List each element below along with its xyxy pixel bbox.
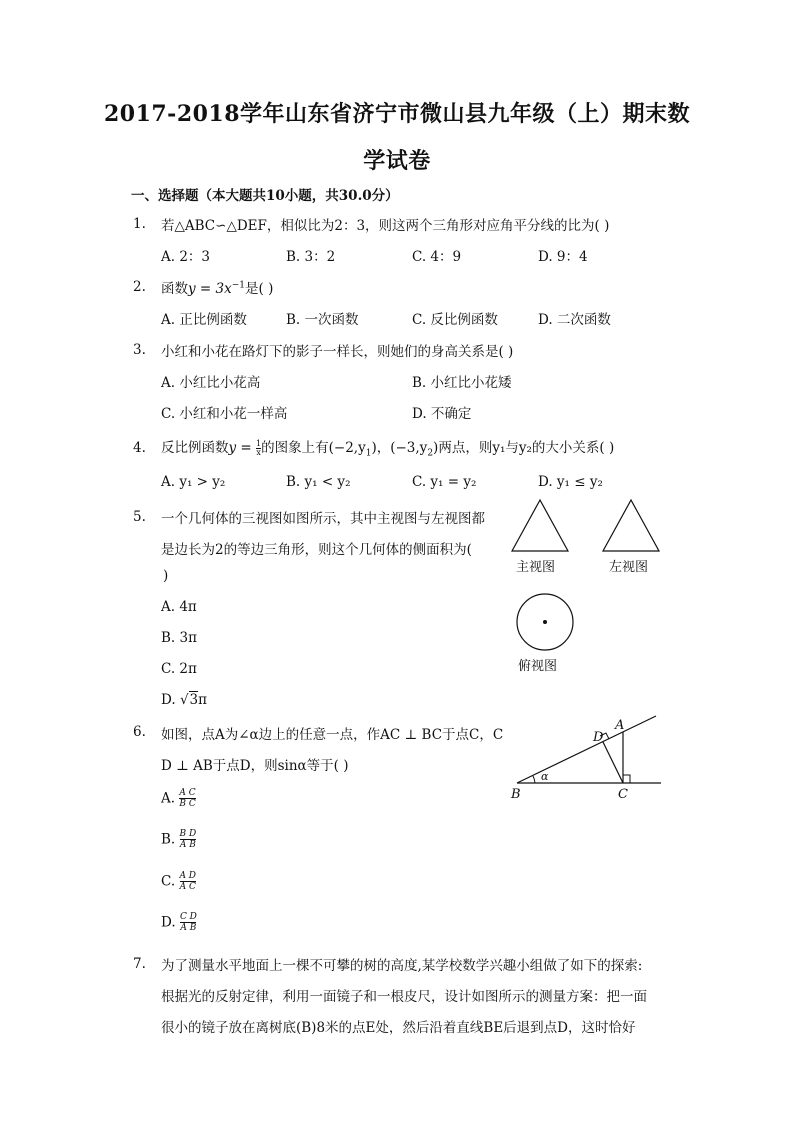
question-text: 若△ABC∽△DEF，相似比为2：3，则这两个三角形对应角平分线的比为( ) [161,218,610,234]
option-b: B. y₁ < y₂ [286,474,351,490]
question-text-line2: 是边长为2的等边三角形，则这个几何体的侧面积为( [161,542,472,558]
question-number: 6. [133,724,146,740]
label-alpha: α [541,770,549,783]
option-d: D. 二次函数 [538,312,611,328]
option-c: C. 反比例函数 [412,312,498,328]
option-d: D. y₁ ≤ y₂ [538,474,603,490]
question-text-line3: ) [163,568,169,584]
option-b: B. 小红比小花矮 [412,375,512,391]
option-a: A. 小红比小花高 [161,375,261,391]
question-text-line2: D ⊥ AB于点D，则sinα等于( ) [161,758,349,774]
exam-title-line1: 2017-2018学年山东省济宁市微山县九年级（上）期末数 [103,101,691,127]
option-b: B. 3：2 [286,249,336,265]
question-text-line2: 根据光的反射定律，利用一面镜子和一根皮尺，设计如图所示的测量方案：把一面 [161,989,647,1005]
label-a: A [615,718,625,733]
option-d: D. 9：4 [538,249,588,265]
question-number: 1. [133,216,146,232]
option-c: C. 小红和小花一样高 [161,406,288,422]
question-number: 3. [133,342,146,358]
option-a: A. 2：3 [161,249,211,265]
left-view-label: 左视图 [609,560,649,575]
option-b: B. 一次函数 [286,312,359,328]
question-text-line3: 很小的镜子放在离树底(B)8米的点E处，然后沿着直线BE后退到点D，这时恰好 [161,1020,636,1036]
option-a: A. 正比例函数 [161,312,247,328]
option-d: D. 不确定 [412,406,472,422]
option-a: A. $\frac{\text{A C}}{\text{B C}}$ [161,788,196,809]
option-c: C. y₁ = y₂ [412,474,477,490]
option-c: C. 2π [161,661,197,677]
question-text: 函数$y = 3x^{-1}$是( ) [161,280,274,297]
question-number: 5. [133,509,146,525]
front-view-label: 主视图 [516,560,556,575]
option-d: D. $\frac{\text{C D}}{\text{A B}}$ [161,912,197,933]
question-text-line1: 一个几何体的三视图如图所示，其中主视图与左视图都 [161,511,485,527]
section-heading: 一、选择题（本大题共10小题，共30.0分） [131,188,399,204]
segment-cd [603,742,623,783]
option-c: C. 4：9 [412,249,462,265]
question-number: 4. [133,440,146,456]
option-d: D. √3π [161,692,208,708]
label-b: B [511,787,521,802]
option-c: C. $\frac{\text{A D}}{\text{A C}}$ [161,871,197,892]
question-number: 7. [133,956,146,972]
top-view-label: 俯视图 [518,659,558,674]
question-text-line1: 为了测量水平地面上一棵不可攀的树的高度,某学校数学兴趣小组做了如下的探索: [161,958,643,974]
angle-arc [533,776,535,783]
right-angle-mark-c [623,775,630,783]
exam-title-line2: 学试卷 [363,148,431,174]
option-a: A. 4π [161,599,197,615]
label-d: D [593,730,604,745]
question-text: 小红和小花在路灯下的影子一样长，则她们的身高关系是( ) [161,344,514,360]
label-c: C [618,787,628,802]
question-number: 2. [133,279,146,295]
ray-ba [517,716,656,783]
option-b: B. $\frac{\text{B D}}{\text{A B}}$ [161,829,197,850]
option-a: A. y₁ > y₂ [161,474,226,490]
option-b: B. 3π [161,630,197,646]
question-text-line1: 如图，点A为∠α边上的任意一点，作AC ⊥ BC于点C，C [161,727,504,743]
question-text: 反比例函数y = $\frac{1}{x}$ 的图象上有$(-2,y_1)$，$(-3,y_2)$两点，则y₁与y₂的大小关系( ) [161,439,615,459]
